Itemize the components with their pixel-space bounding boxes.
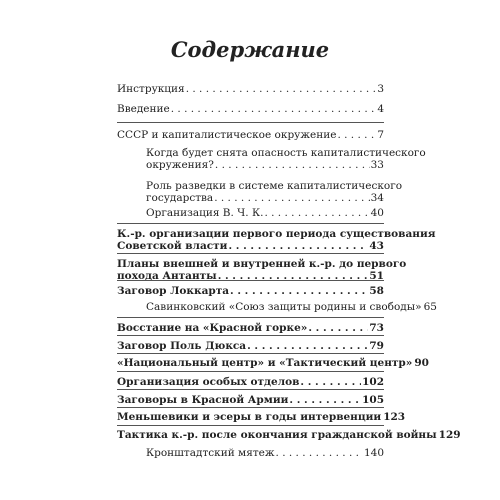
entry-page: 58 bbox=[369, 285, 384, 297]
page-title: Содержание bbox=[170, 37, 330, 62]
leader-dots bbox=[337, 129, 376, 141]
entry-page: 3 bbox=[377, 83, 384, 95]
entry-title: Заговор Локкарта bbox=[117, 285, 230, 297]
entry-page: 129 bbox=[438, 429, 461, 441]
leader-dots bbox=[247, 340, 368, 352]
leader-dots bbox=[171, 103, 377, 115]
entry-page: 79 bbox=[369, 340, 384, 352]
entry-title: Меньшевики и эсеры в годы интервенции bbox=[117, 411, 382, 423]
separator-line bbox=[117, 353, 384, 354]
entry-page: 65 bbox=[423, 301, 437, 313]
entry-page: 102 bbox=[362, 376, 384, 388]
entry-page: 40 bbox=[370, 207, 384, 219]
entry-title: Восстание на «Красной горке» bbox=[117, 322, 308, 334]
toc-entry-special-departments[interactable] bbox=[117, 376, 384, 388]
entry-title: Заговор Поль Дюкса bbox=[117, 340, 247, 352]
entry-page: 105 bbox=[362, 394, 384, 406]
leader-dots bbox=[228, 240, 368, 252]
toc-entry-krasnaya-gorka[interactable] bbox=[117, 322, 384, 334]
entry-title: Организация В. Ч. К. bbox=[146, 207, 264, 219]
entry-title-line-2: похода Антанты bbox=[117, 270, 217, 282]
leader-dots bbox=[308, 322, 368, 334]
toc-entry-dukes[interactable] bbox=[117, 340, 384, 352]
leader-dots bbox=[276, 447, 363, 459]
toc-entry-ussr[interactable] bbox=[117, 129, 384, 141]
separator-line bbox=[117, 253, 384, 254]
separator-line bbox=[117, 317, 384, 318]
entry-title-line-1: Роль разведки в системе капиталистического bbox=[146, 180, 403, 192]
entry-title-line-2: Советской власти bbox=[117, 240, 228, 252]
leader-dots bbox=[264, 207, 369, 219]
separator-line bbox=[117, 371, 384, 372]
separator-line bbox=[117, 425, 384, 426]
toc-entry-mensheviks[interactable] bbox=[117, 411, 406, 423]
entry-title: Тактика к.-р. после окончания гражданской войны bbox=[117, 429, 437, 441]
entry-title-line-2: окружения? bbox=[146, 159, 214, 171]
leader-dots bbox=[214, 192, 369, 204]
entry-title: Заговоры в Красной Армии bbox=[117, 394, 289, 406]
entry-page: 33 bbox=[370, 159, 384, 171]
entry-page: 73 bbox=[369, 322, 384, 334]
toc-entry-entente[interactable] bbox=[117, 258, 407, 282]
entry-title: Савинковский «Союз защиты родины и свободы» bbox=[146, 301, 422, 313]
entry-page: 43 bbox=[369, 240, 384, 252]
entry-page: 7 bbox=[377, 129, 384, 141]
toc-entry-vchk[interactable] bbox=[146, 207, 384, 219]
entry-page: 140 bbox=[363, 447, 384, 459]
toc-entry-intelligence[interactable] bbox=[146, 180, 403, 204]
entry-page: 4 bbox=[377, 103, 384, 115]
toc-entry-red-army[interactable] bbox=[117, 394, 384, 406]
leader-dots bbox=[230, 285, 368, 297]
separator-line bbox=[117, 122, 384, 123]
entry-page: 51 bbox=[369, 270, 384, 282]
separator-line bbox=[117, 335, 384, 336]
leader-dots bbox=[289, 394, 361, 406]
entry-title: СССР и капиталистическое окружение bbox=[117, 129, 337, 141]
toc-entry-kronstadt[interactable] bbox=[146, 447, 384, 459]
separator-line bbox=[117, 280, 384, 281]
toc-entry-tactics[interactable] bbox=[117, 429, 461, 441]
separator-line bbox=[117, 407, 384, 408]
entry-title-line-1: Когда будет снята опасность капиталистического bbox=[146, 147, 426, 159]
entry-title: «Национальный центр» и «Тактический центр» bbox=[117, 357, 413, 369]
entry-title-line-2: государства bbox=[146, 192, 214, 204]
entry-page: 123 bbox=[383, 411, 406, 423]
entry-title-line-1: Планы внешней и внутренней к.-р. до первого bbox=[117, 258, 407, 270]
entry-title-line-1: К.-р. организации первого периода существования bbox=[117, 228, 436, 240]
toc-entry-kr-organizations[interactable] bbox=[117, 228, 436, 252]
toc-entry-savinkov[interactable] bbox=[146, 301, 437, 313]
leader-dots bbox=[186, 83, 377, 95]
separator-line bbox=[117, 223, 384, 224]
entry-title: Инструкция bbox=[117, 83, 185, 95]
toc-entry-introduction[interactable] bbox=[117, 103, 384, 115]
toc-entry-lockhart[interactable] bbox=[117, 285, 384, 297]
entry-title: Кронштадтский мятеж bbox=[146, 447, 275, 459]
toc-entry-danger[interactable] bbox=[146, 147, 426, 171]
entry-page: 90 bbox=[414, 357, 429, 369]
toc-entry-centers[interactable] bbox=[117, 357, 429, 369]
toc-entry-instruction[interactable] bbox=[117, 83, 384, 95]
entry-page: 34 bbox=[370, 192, 384, 204]
leader-dots bbox=[215, 159, 370, 171]
separator-line bbox=[117, 389, 384, 390]
entry-title: Организация особых отделов bbox=[117, 376, 300, 388]
leader-dots bbox=[300, 376, 361, 388]
entry-title: Введение bbox=[117, 103, 170, 115]
